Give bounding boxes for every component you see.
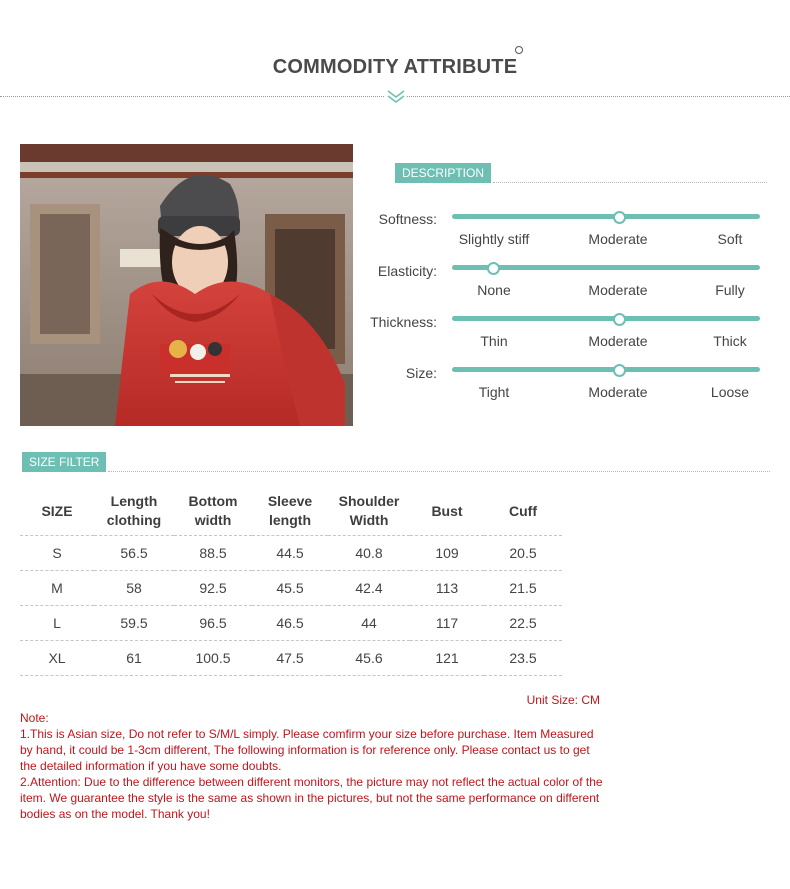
table-cell: 20.5 <box>484 536 562 571</box>
attr-elasticity-label: Elasticity: <box>377 263 437 279</box>
elasticity-option: None <box>477 282 511 298</box>
table-row <box>20 536 562 571</box>
column-header: Sleeve length <box>252 487 328 536</box>
size-filter-divider <box>108 471 770 472</box>
note-item: 2.Attention: Due to the difference between different monitors, the picture may not reflect the actual color of the item. We guarantee the style is the same as shown in the pictures, but not the same performance on different bodies as on the model. Thank you! <box>20 775 603 821</box>
table-cell: 45.5 <box>252 571 328 606</box>
table-row <box>20 606 562 641</box>
column-header: Bottom width <box>174 487 252 536</box>
table-cell: L <box>20 606 94 641</box>
table-cell: 44.5 <box>252 536 328 571</box>
table-cell: 109 <box>410 536 484 571</box>
table-cell: 88.5 <box>174 536 252 571</box>
degree-ring-icon <box>515 46 523 54</box>
table-cell: 22.5 <box>484 606 562 641</box>
column-header: Bust <box>410 487 484 536</box>
table-cell: 42.4 <box>328 571 410 606</box>
table-cell: 61 <box>94 641 174 676</box>
notes-title: Note: <box>20 711 49 725</box>
table-cell: 23.5 <box>484 641 562 676</box>
thickness-slider-knob <box>613 313 626 326</box>
column-header: Length clothing <box>94 487 174 536</box>
attr-size-label: Size: <box>405 365 437 381</box>
thickness-option: Moderate <box>588 333 648 349</box>
size-filter-label: SIZE FILTER <box>22 452 106 472</box>
table-cell: 117 <box>410 606 484 641</box>
thickness-slider-track <box>452 316 760 321</box>
table-cell: 56.5 <box>94 536 174 571</box>
table-cell: XL <box>20 641 94 676</box>
table-cell: 46.5 <box>252 606 328 641</box>
size-option: Loose <box>710 384 750 400</box>
double-chevron-down-icon <box>385 88 407 104</box>
thickness-option: Thin <box>480 333 508 349</box>
size-table <box>20 487 562 676</box>
table-cell: 113 <box>410 571 484 606</box>
softness-option: Moderate <box>588 231 648 247</box>
table-cell: S <box>20 536 94 571</box>
table-cell: 21.5 <box>484 571 562 606</box>
table-header-row <box>20 487 562 536</box>
table-cell: 47.5 <box>252 641 328 676</box>
table-row <box>20 571 562 606</box>
table-cell: M <box>20 571 94 606</box>
page-title: COMMODITY ATTRIBUTE <box>272 56 518 78</box>
product-photo <box>20 144 353 426</box>
notes-block <box>20 710 604 822</box>
elasticity-slider-knob <box>487 262 500 275</box>
unit-size-label: Unit Size: CM <box>526 693 600 707</box>
size-option: Tight <box>478 384 510 400</box>
softness-option: Slightly stiff <box>458 231 530 247</box>
softness-slider-track <box>452 214 760 219</box>
size-option: Moderate <box>588 384 648 400</box>
elasticity-option: Fully <box>715 282 745 298</box>
table-cell: 96.5 <box>174 606 252 641</box>
table-cell: 121 <box>410 641 484 676</box>
table-cell: 40.8 <box>328 536 410 571</box>
table-cell: 45.6 <box>328 641 410 676</box>
table-cell: 92.5 <box>174 571 252 606</box>
note-item: 1.This is Asian size, Do not refer to S/M/L simply. Please comfirm your size before purchase. Item Measured by hand, it could be 1-3cm different, The following information is for reference only. Please contact us to get the detailed information if you have some doubts. <box>20 727 594 773</box>
size-slider-knob <box>613 364 626 377</box>
attr-thickness-label: Thickness: <box>370 314 437 330</box>
table-row <box>20 641 562 676</box>
softness-option: Soft <box>717 231 743 247</box>
column-header: SIZE <box>20 487 94 536</box>
table-cell: 59.5 <box>94 606 174 641</box>
size-slider-track <box>452 367 760 372</box>
description-divider <box>493 182 767 183</box>
attr-softness-label: Softness: <box>378 211 437 227</box>
column-header: Cuff <box>484 487 562 536</box>
table-cell: 44 <box>328 606 410 641</box>
softness-slider-knob <box>613 211 626 224</box>
table-cell: 100.5 <box>174 641 252 676</box>
description-label: DESCRIPTION <box>395 163 491 183</box>
table-cell: 58 <box>94 571 174 606</box>
elasticity-option: Moderate <box>588 282 648 298</box>
column-header: Shoulder Width <box>328 487 410 536</box>
thickness-option: Thick <box>713 333 747 349</box>
